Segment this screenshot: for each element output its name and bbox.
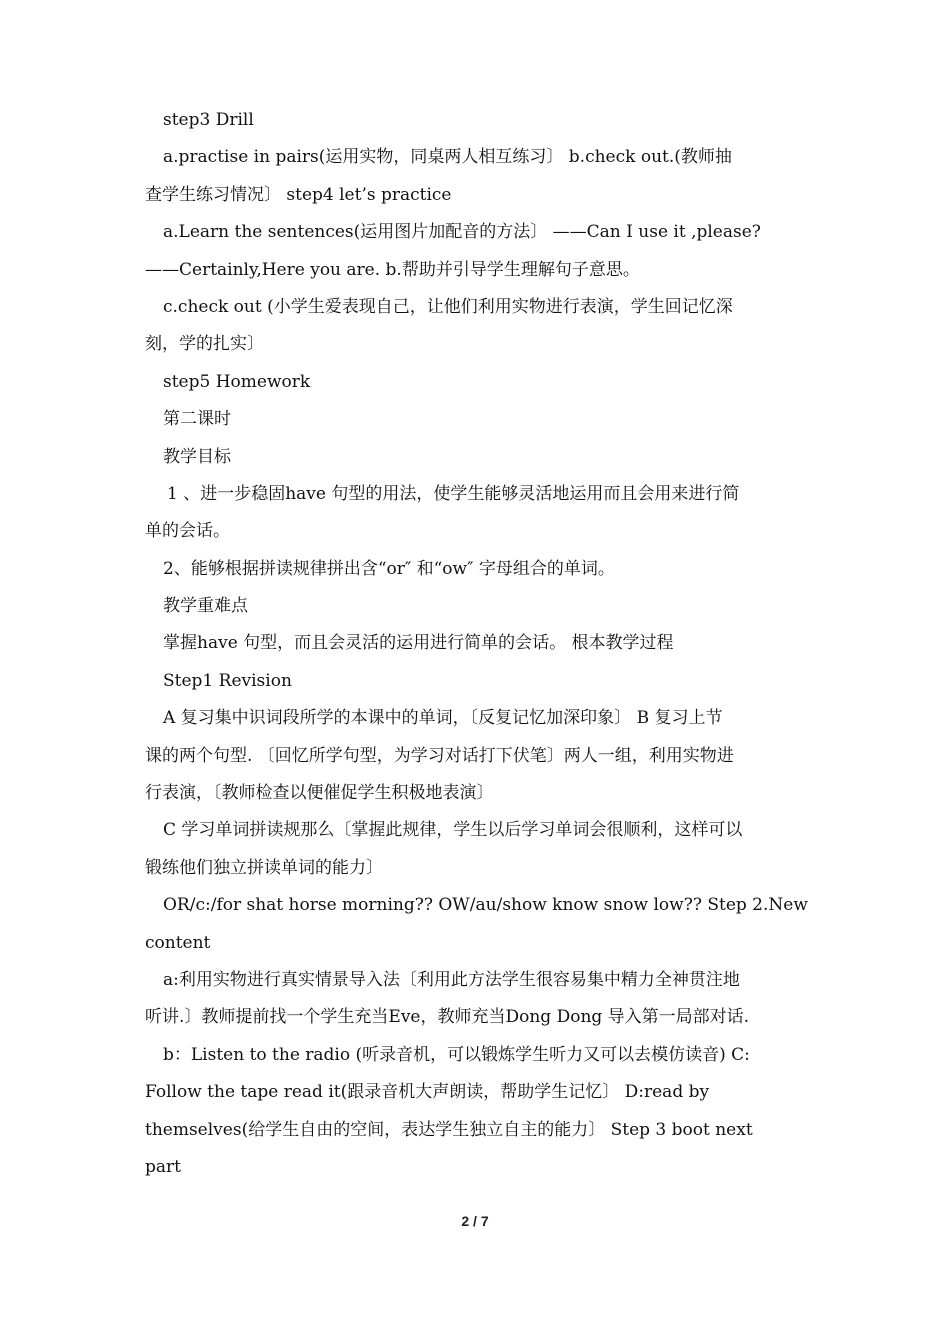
text-line: 行表演，〔教师检查以便催促学生积极地表演〕 bbox=[145, 783, 494, 804]
text-line: b：Listen to the radio (听录音机，可以锻炼学生听力又可以去模仿读音) C: bbox=[163, 1044, 750, 1065]
text-line: Follow the tape read it(跟录音机大声朗读，帮助学生记忆〕 D:read by bbox=[145, 1082, 710, 1103]
text-line: ——Certainly,Here you are. b.帮助并引导学生理解句子意思。 bbox=[145, 259, 640, 280]
text-line: c.check out (小学生爱表现自己，让他们利用实物进行表演，学生回记忆深 bbox=[163, 296, 733, 317]
text-line: 2、能够根据拼读规律拼出含“or″ 和“ow″ 字母组合的单词。 bbox=[163, 558, 615, 579]
text-line: 查学生练习情况〕 step4 let’s practice bbox=[145, 184, 452, 205]
text-line: 课的两个句型. 〔回忆所学句型，为学习对话打下伏笔〕两人一组，利用实物进 bbox=[145, 745, 734, 766]
text-line: a.Learn the sentences(运用图片加配音的方法〕 ——Can I use it ,please? bbox=[163, 222, 761, 243]
text-line: 刻，学的扎实〕 bbox=[145, 334, 264, 355]
text-line: step3 Drill bbox=[163, 110, 254, 130]
text-line: 掌握have 句型，而且会灵活的运用进行简单的会话。 根本教学过程 bbox=[163, 633, 674, 654]
section-heading: 教学重难点 bbox=[163, 596, 248, 617]
section-heading: 教学目标 bbox=[163, 446, 231, 467]
text-line: 单的会话。 bbox=[145, 521, 230, 542]
page-number: 2 / 7 bbox=[461, 1213, 489, 1229]
section-heading: 第二课时 bbox=[163, 409, 231, 430]
text-line: 1 、进一步稳固have 句型的用法，使学生能够灵活地运用而且会用来进行简 bbox=[167, 483, 740, 504]
document-body bbox=[145, 102, 813, 1186]
text-line: part bbox=[145, 1156, 181, 1177]
text-line: 听讲.〕教师提前找一个学生充当Eve，教师充当Dong Dong 导入第一局部对话. bbox=[145, 1007, 750, 1028]
text-line: 锻练他们独立拼读单词的能力〕 bbox=[145, 857, 383, 878]
text-line: Step1 Revision bbox=[163, 670, 292, 691]
text-line: A 复习集中识词段所学的本课中的单词，〔反复记忆加深印象〕 B 复习上节 bbox=[163, 708, 723, 729]
text-line: a.practise in pairs(运用实物，同桌两人相互练习〕 b.check out.(教师抽 bbox=[163, 147, 732, 168]
text-line: content bbox=[145, 932, 211, 953]
text-line: themselves(给学生自由的空间，表达学生独立自主的能力〕 Step 3 boot next bbox=[145, 1119, 753, 1140]
text-line: step5 Homework bbox=[163, 371, 311, 392]
text-line: OR/c:/for shat horse morning?? OW/au/show know snow low?? Step 2.New bbox=[163, 895, 808, 916]
text-line: a:利用实物进行真实情景导入法〔利用此方法学生很容易集中精力全神贯注地 bbox=[163, 969, 740, 990]
text-line: C 学习单词拼读规那么〔掌握此规律，学生以后学习单词会很顺利，这样可以 bbox=[163, 820, 743, 841]
